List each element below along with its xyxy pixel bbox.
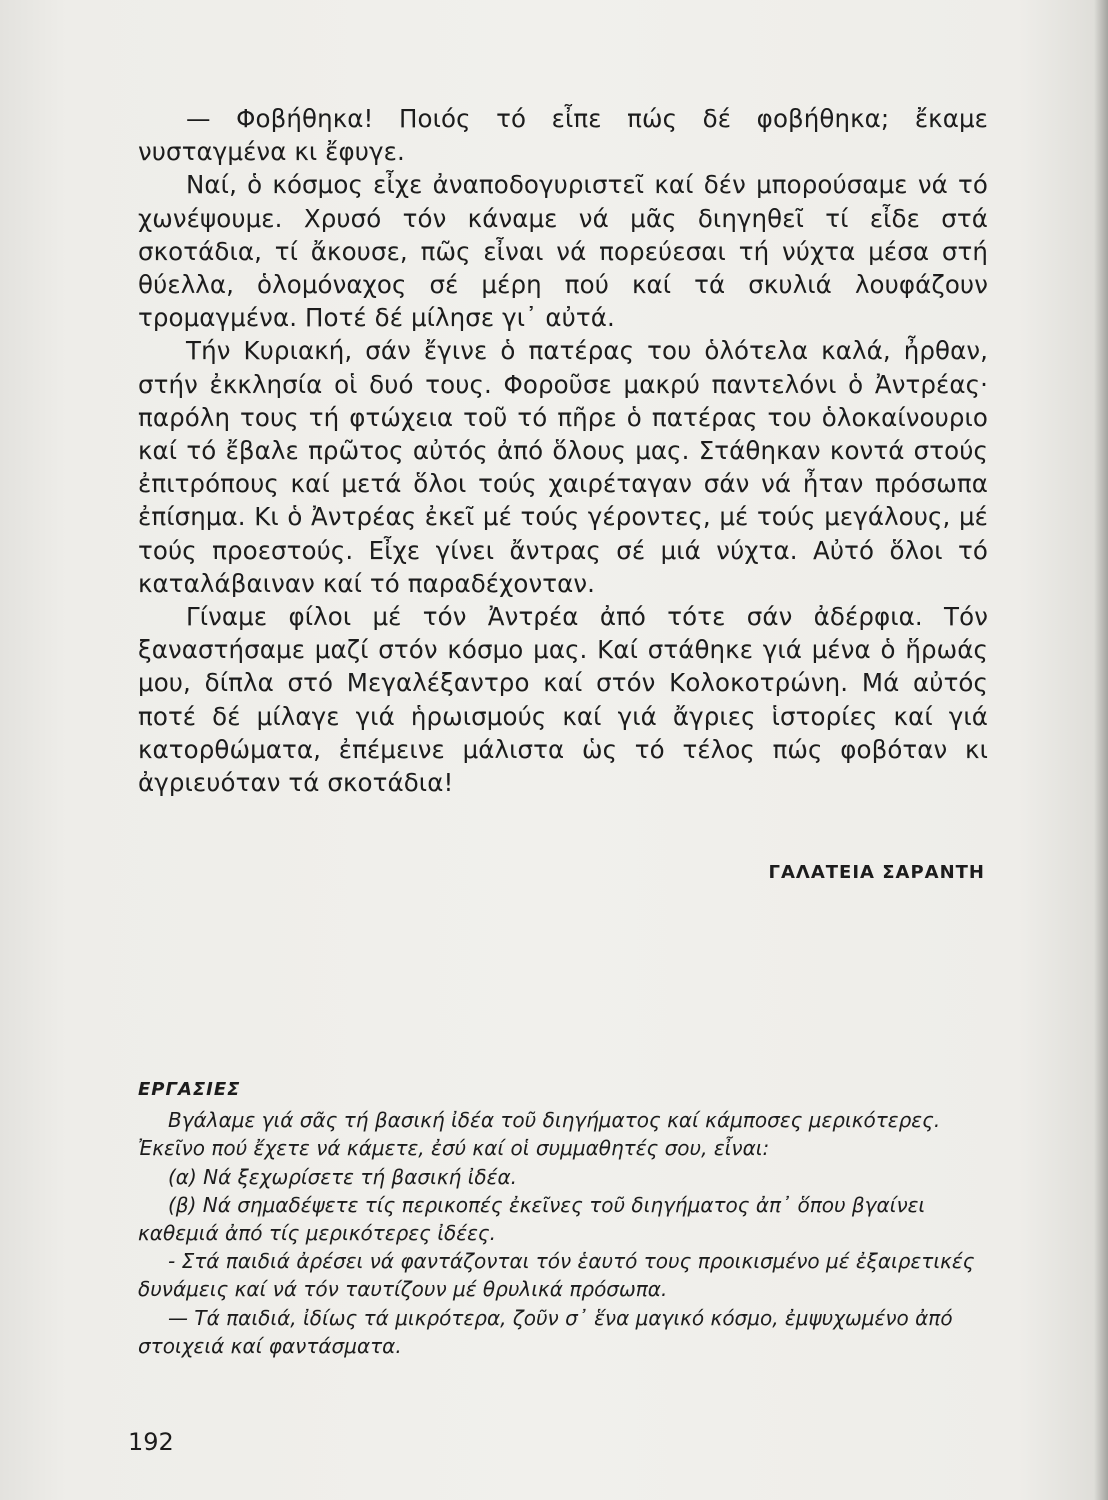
exercise-task-a: (α) Νά ξεχωρίσετε τή βασική ἰδέα.: [168, 1164, 517, 1189]
story-paragraph-4: Γίναμε φίλοι μέ τόν Ἀντρέα ἀπό τότε σάν ἀδέρφια. Τόν ξαναστήσαμε μαζί στόν κόσμο μας. Καί στάθηκε γιά μένα ὁ ἥρωάς μου, δίπλα στό Μεγαλέξαντρο καί στόν Κολοκοτρώνη. Μά αὐτός ποτέ δέ μίλαγε γιά ἡρωισμούς καί γιά ἄγριες ἱστορίες καί γιά κατορθώματα, ἐπέμεινε μάλιστα ὡς τό τέλος πώς φοβόταν κι ἀγριευόταν τά σκοτάδια!: [138, 602, 988, 798]
exercise-task-b: (β) Νά σημαδέψετε τίς περικοπές ἐκεῖνες τοῦ διηγήματος ἀπ᾽ ὅπου βγαίνει καθεμιά ἀπό τίς μερικότερες ἰδέες.: [138, 1192, 926, 1246]
exercise-idea-2: — Τά παιδιά, ἰδίως τά μικρότερα, ζοῦν σ᾽ ἕνα μαγικό κόσμο, ἐμψυχωμένο ἀπό στοιχειά καί φαντάσματα.: [138, 1305, 953, 1358]
exercises-section: [138, 1076, 984, 1360]
story-paragraph-3: Τήν Κυριακή, σάν ἔγινε ὁ πατέρας του ὁλότελα καλά, ἦρθαν, στήν ἐκκλησία οἱ δυό τους. Φοροῦσε μακρύ παντελόνι ὁ Ἀντρέας· παρόλη τους τή φτώχεια τοῦ τό πῆρε ὁ πατέρας του ὁλοκαίνουριο καί τό ἔβαλε πρῶτος αὐτός ἀπό ὅλους μας. Στάθηκαν κοντά στούς ἐπιτρόπους καί μετά ὅλοι τούς χαιρέταγαν σάν νά ἦταν πρόσωπα ἐπίσημα. Κι ὁ Ἀντρέας ἐκεῖ μέ τούς γέροντες, μέ τούς μεγάλους, μέ τούς προεστούς. Εἶχε γίνει ἄντρας σέ μιά νύχτα. Αὐτό ὅλοι τό καταλάβαιναν καί τό παραδέχονταν.: [138, 336, 988, 598]
page-spine-shadow: [1094, 0, 1108, 1500]
exercises-heading: ΕΡΓΑΣΙΕΣ: [138, 1079, 241, 1100]
story-paragraph-1: — Φοβήθηκα! Ποιός τό εἶπε πώς δέ φοβήθηκα; ἔκαμε νυσταγμένα κι ἔφυγε.: [138, 104, 988, 167]
exercise-idea-1: - Στά παιδιά ἀρέσει νά φαντάζονται τόν ἑαυτό τους προικισμένο μέ ἐξαιρετικές δυνάμεις καί νά τόν ταυτίζουν μέ θρυλικά πρόσωπα.: [138, 1249, 975, 1302]
author-name: ΓΑΛΑΤΕΙΑ ΣΑΡΑΝΤΗ: [768, 862, 985, 883]
page-number: 192: [128, 1428, 174, 1456]
story-paragraph-2: Ναί, ὁ κόσμος εἶχε ἀναποδογυριστεῖ καί δέν μπορούσαμε νά τό χωνέψουμε. Χρυσό τόν κάναμε νά μᾶς διηγηθεῖ τί εἶδε στά σκοτάδια, τί ἄκουσε, πῶς εἶναι νά πορεύεσαι τή νύχτα μέσα στή θύελλα, ὁλομόναχος σέ μέρη πού καί τά σκυλιά λουφάζουν τρομαγμένα. Ποτέ δέ μίλησε γι᾽ αὐτά.: [138, 170, 988, 333]
exercises-intro: Βγάλαμε γιά σᾶς τή βασική ἰδέα τοῦ διηγήματος καί κάμποσες μερικότερες. Ἐκεῖνο πού ἔχετε νά κάμετε, ἐσύ καί οἱ συμμαθητές σου, εἶναι:: [138, 1108, 941, 1161]
story-text: [138, 102, 988, 799]
